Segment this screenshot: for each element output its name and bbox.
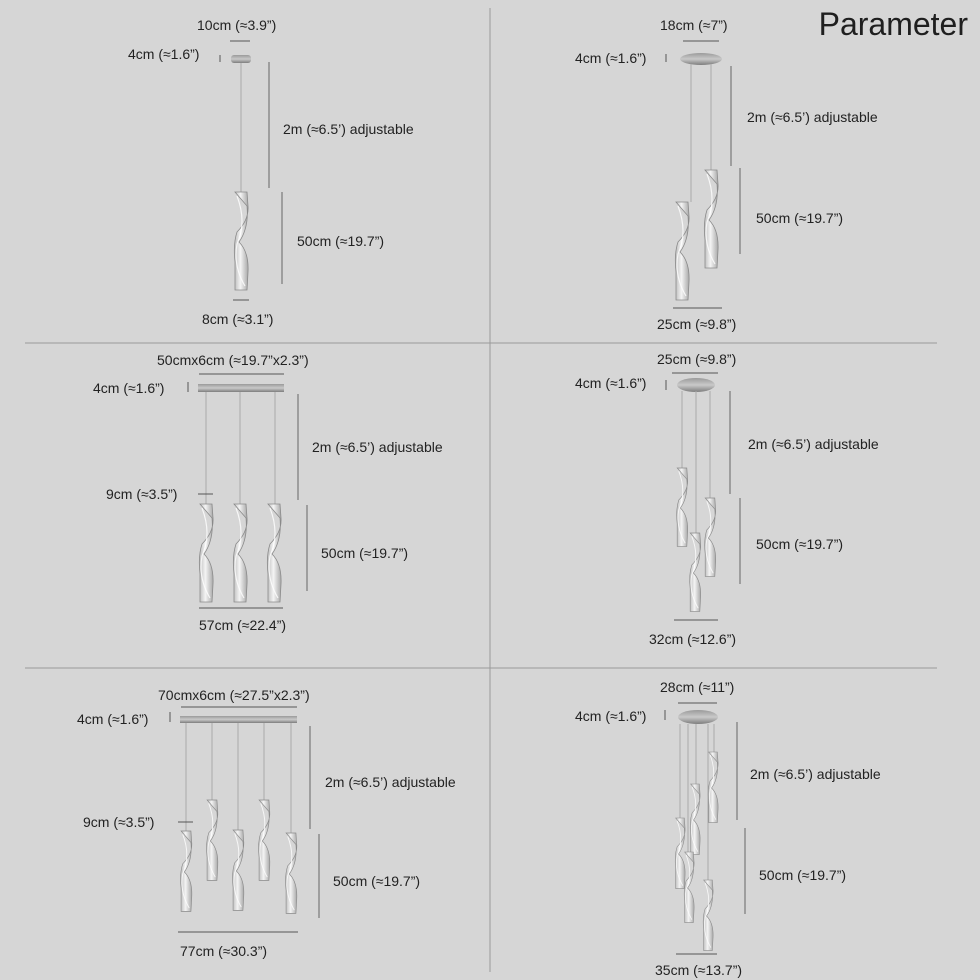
panel-6-bottom-width: 35cm (≈13.7”): [655, 962, 743, 978]
panel-2-canopy-height: 4cm (≈1.6”): [575, 50, 647, 66]
panel-4-drawing: [666, 373, 740, 620]
panel-3-top-dimension: 50cmx6cm (≈19.7”x2.3”): [157, 352, 309, 368]
panel-4-cable-length: 2m (≈6.5’) adjustable: [748, 436, 879, 452]
panel-6-canopy-height: 4cm (≈1.6”): [575, 708, 647, 724]
panel-3-bottom-width: 57cm (≈22.4”): [199, 617, 287, 633]
panel-5-top-dimension: 70cmx6cm (≈27.5”x2.3”): [158, 687, 310, 703]
panel-5-drawing: [170, 707, 319, 932]
panel-5-cable-length: 2m (≈6.5’) adjustable: [325, 774, 456, 790]
panel-3-body-height: 50cm (≈19.7”): [321, 545, 409, 561]
panel-6-cable-length: 2m (≈6.5’) adjustable: [750, 766, 881, 782]
panel-2-cable-length: 2m (≈6.5’) adjustable: [747, 109, 878, 125]
panel-1-cable-length: 2m (≈6.5’) adjustable: [283, 121, 414, 137]
panel-4-bottom-width: 32cm (≈12.6”): [649, 631, 737, 647]
panel-2-top-dimension: 18cm (≈7”): [660, 17, 728, 33]
panel-3-canopy-height: 4cm (≈1.6”): [93, 380, 165, 396]
panel-5-pendant-width: 9cm (≈3.5”): [83, 814, 155, 830]
panel-5-bottom-width: 77cm (≈30.3”): [180, 943, 268, 959]
panel-6-body-height: 50cm (≈19.7”): [759, 867, 847, 883]
panel-1-canopy-height: 4cm (≈1.6”): [128, 46, 200, 62]
page-title: Parameter: [818, 6, 968, 42]
panel-5-canopy-height: 4cm (≈1.6”): [77, 711, 149, 727]
panel-4-canopy-height: 4cm (≈1.6”): [575, 375, 647, 391]
panel-4-body-height: 50cm (≈19.7”): [756, 536, 844, 552]
panel-3-drawing: [188, 374, 307, 608]
panel-4-top-dimension: 25cm (≈9.8”): [657, 351, 737, 367]
panel-1-body-height: 50cm (≈19.7”): [297, 233, 385, 249]
panel-2-drawing: [666, 41, 740, 308]
panel-6-top-dimension: 28cm (≈11”): [660, 679, 735, 695]
panel-6-drawing: [665, 703, 745, 954]
panel-2-body-height: 50cm (≈19.7”): [756, 210, 844, 226]
panel-1-bottom-width: 8cm (≈3.1”): [202, 311, 274, 327]
panel-1-top-dimension: 10cm (≈3.9”): [197, 17, 277, 33]
panel-1-drawing: [220, 41, 282, 300]
panel-3-pendant-width: 9cm (≈3.5”): [106, 486, 178, 502]
panel-3-cable-length: 2m (≈6.5’) adjustable: [312, 439, 443, 455]
panel-5-body-height: 50cm (≈19.7”): [333, 873, 421, 889]
panel-2-bottom-width: 25cm (≈9.8”): [657, 316, 737, 332]
